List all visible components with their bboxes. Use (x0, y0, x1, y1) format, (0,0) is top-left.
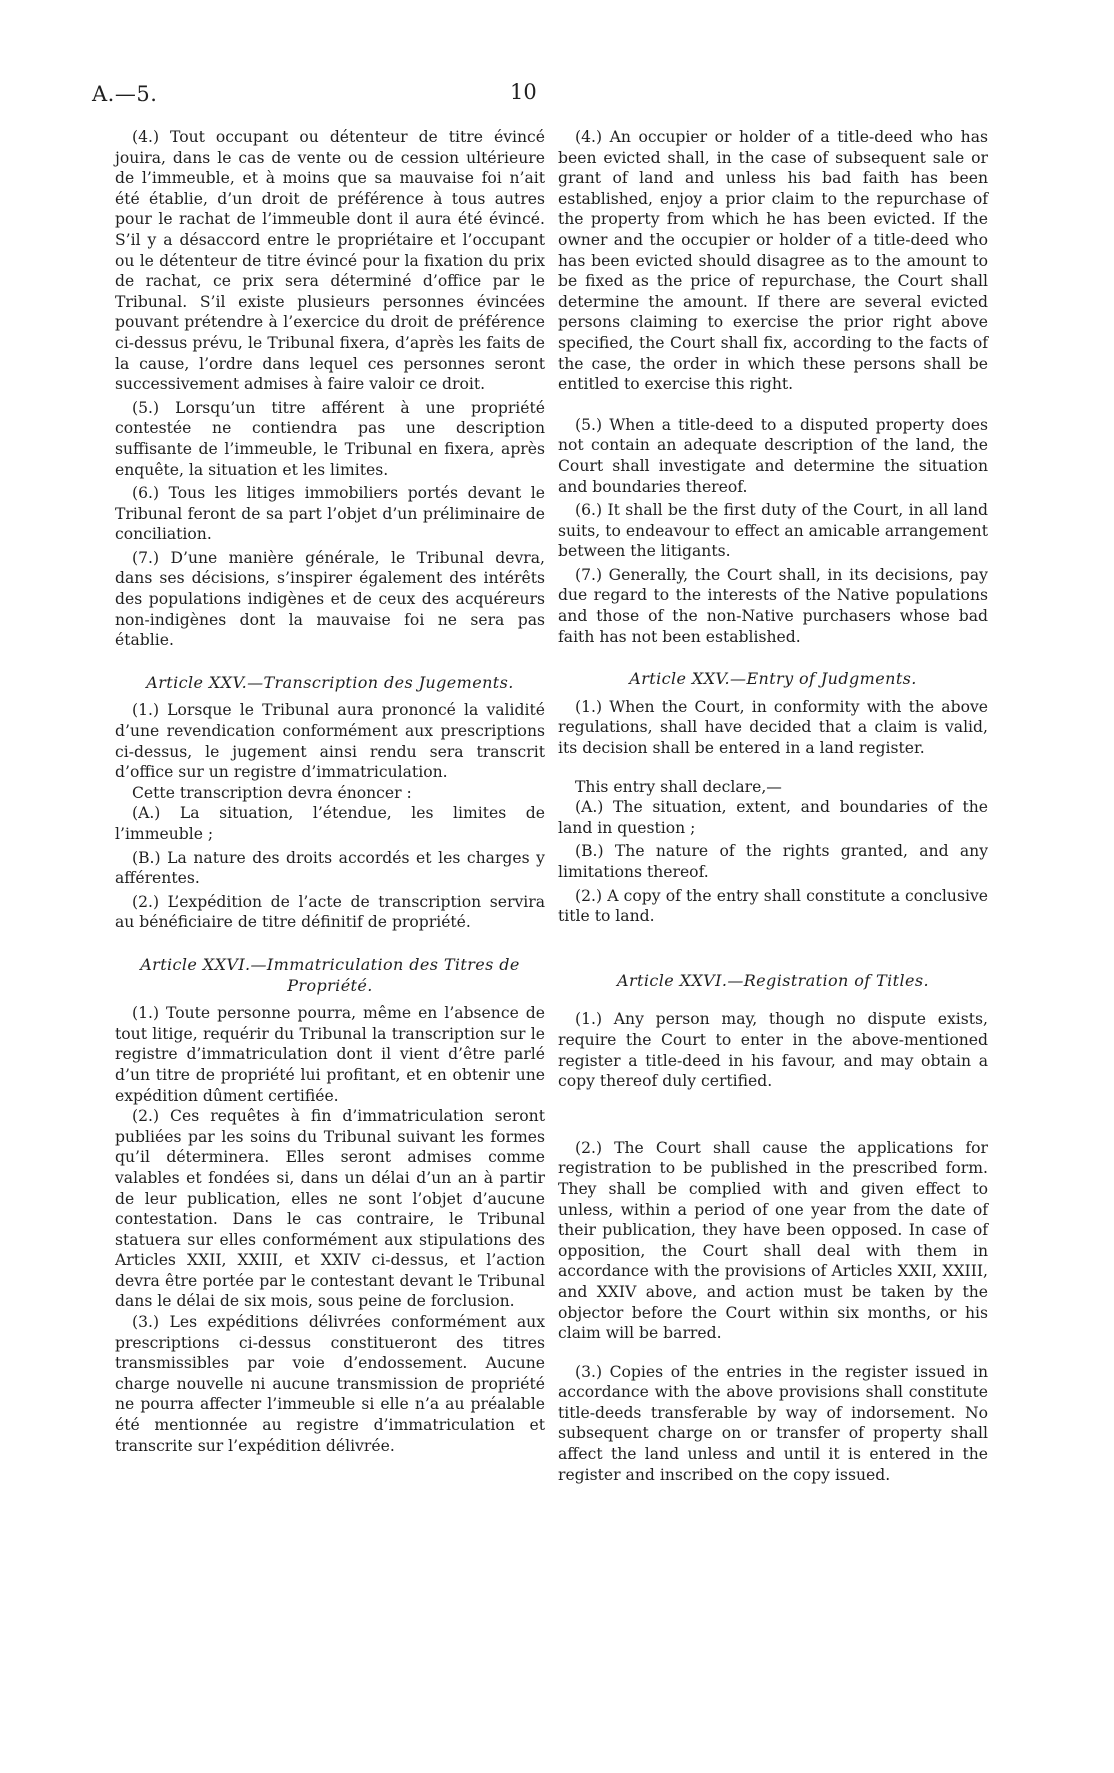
paragraph: (2.) A copy of the entry shall constitute a conclusive title to land. (558, 886, 988, 926)
paragraph: (1.) When the Court, in conformity with the above regulations, shall have decided that a claim is valid, its decision shall be entered in a land register. (558, 697, 988, 758)
paragraph: (7.) Generally, the Court shall, in its decisions, pay due regard to the interests of the Native populations and those of the non-Native purchasers whose bad faith has not been established. (558, 565, 988, 646)
paragraph: (7.) D’une manière générale, le Tribunal devra, dans ses décisions, s’inspirer également des intérêts des populations indigènes et de ceux des acquéreurs non-indigènes dont la mauvaise foi ne sera pas établie. (115, 548, 545, 650)
paragraph: (6.) Tous les litiges immobiliers portés devant le Tribunal feront de sa part l’objet d’un préliminaire de conciliation. (115, 484, 545, 544)
paragraph: (1.) Lorsque le Tribunal aura prononcé la validité d’une revendication conformément aux prescriptions ci-dessus, le jugement ainsi rendu sera transcrit d’office sur un registre d’immatriculation. (115, 701, 545, 782)
paragraph: (2.) L’expédition de l’acte de transcription servira au bénéficiaire de titre définitif de propriété. (115, 892, 545, 932)
page-number: 10 (510, 80, 537, 104)
paragraph: (3.) Les expéditions délivrées conformément aux prescriptions ci-dessus constitueront des titres transmissibles par voie d’endossement. Aucune charge nouvelle ni aucune transmission de propriété ne pourra affecter l’immeuble si elle n’a au préalable été mentionnée au registre d’immatriculation et transcrite sur l’expédition délivrée. (115, 1313, 545, 1455)
document-reference: A.—5. (92, 82, 158, 106)
paragraph: This entry shall declare,— (575, 777, 782, 796)
paragraph: (5.) When a title-deed to a disputed property does not contain an adequate description of the land, the Court shall investigate and determine the situation and boundaries thereof. (558, 415, 988, 496)
article-heading: Article XXVI.—Registration of Titles. (617, 970, 929, 990)
paragraph: (4.) An occupier or holder of a title-deed who has been evicted shall, in the case of subsequent sale or grant of land and unless his bad faith has been established, enjoy a prior claim to the repurchase of the property from which he has been evicted. If the owner and the occupier or holder of a title-deed who has been evicted should disagree as to the amount to be fixed as the price of repurchase, the Court shall determine the amount. If there are several evicted persons claiming to exercise the prior right above specified, the Court shall fix, according to the facts of the case, the order in which these persons shall be entitled to exercise this right. (558, 128, 988, 394)
paragraph: (2.) Ces requêtes à fin d’immatriculation seront publiées par les soins du Tribunal suivant les formes qu’il déterminera. Elles seront admises comme valables et fondées si, dans un délai d’un an à partir de leur publication, elles ne sont l’objet d’aucune contestation. Dans le cas contraire, le Tribunal statuera sur elles conformément aux stipulations des Articles XXII, XXIII, et XXIV ci-dessus, et l’action devra être portée par le contestant devant le Tribunal dans le délai de six mois, sous peine de forclusion. (115, 1107, 545, 1311)
article-heading: Article XXVI.—Immatriculation des Titres de Propriété. (140, 954, 520, 995)
paragraph: (1.) Toute personne pourra, même en l’absence de tout litige, requérir du Tribunal la transcription sur le registre d’immatriculation dont il vient d’être parlé d’un titre de propriété lui profitant, et en obtenir une expédition dûment certifiée. (115, 1004, 545, 1105)
paragraph: (3.) Copies of the entries in the register issued in accordance with the above provisions shall constitute title-deeds transferable by way of indorsement. No subsequent charge on or transfer of property shall affect the land unless and until it is entered in the register and inscribed on the copy issued. (558, 1362, 988, 1484)
paragraph: (6.) It shall be the first duty of the Court, in all land suits, to endeavour to effect an amicable arrangement between the litigants. (558, 501, 988, 561)
article-heading: Article XXV.—Entry of Judgments. (629, 669, 917, 689)
paragraph: (B.) La nature des droits accordés et les charges y afférentes. (115, 848, 545, 888)
paragraph: Cette transcription devra énoncer : (132, 783, 412, 802)
paragraph: (A.) La situation, l’étendue, les limites de l’immeuble ; (115, 804, 545, 843)
paragraph: (5.) Lorsqu’un titre afférent à une propriété contestée ne contiendra pas une description suffisante de l’immeuble, le Tribunal en fixera, après enquête, la situation et les limites. (115, 398, 545, 479)
paragraph: (4.) Tout occupant ou détenteur de titre évincé jouira, dans le cas de vente ou de cession ultérieure de l’immeuble, et à moins que sa mauvaise foi n’ait été établie, d’un droit de préférence à tous autres pour le rachat de l’immeuble dont il aura été évincé. S’il y a désaccord entre le propriétaire et l’occupant ou le détenteur de titre évincé pour la fixation du prix de rachat, ce prix sera déterminé d’office par le Tribunal. S’il existe plusieurs personnes évincées pouvant prétendre à l’exercice du droit de préférence ci-dessus prévu, le Tribunal fixera, d’après les faits de la cause, l’ordre dans lequel ces personnes seront successivement admises à faire valoir ce droit. (115, 128, 545, 394)
english-column (558, 127, 988, 1485)
paragraph: (B.) The nature of the rights granted, and any limitations thereof. (558, 842, 988, 881)
paragraph: (2.) The Court shall cause the applications for registration to be published in the prescribed form. They shall be complied with and given effect to unless, within a period of one year from the date of their publication, they have been opposed. In case of opposition, the Court shall deal with them in accordance with the provisions of Articles XXII, XXIII, and XXIV above, and action must be taken by the objector before the Court within six months, or his claim will be barred. (558, 1138, 988, 1343)
french-column (115, 127, 545, 1456)
paragraph: (A.) The situation, extent, and boundaries of the land in question ; (558, 798, 988, 837)
paragraph: (1.) Any person may, though no dispute exists, require the Court to enter in the above-mentioned register a title-deed in his favour, and may obtain a copy thereof duly certified. (558, 1010, 988, 1091)
article-heading: Article XXV.—Transcription des Jugements. (146, 672, 514, 692)
